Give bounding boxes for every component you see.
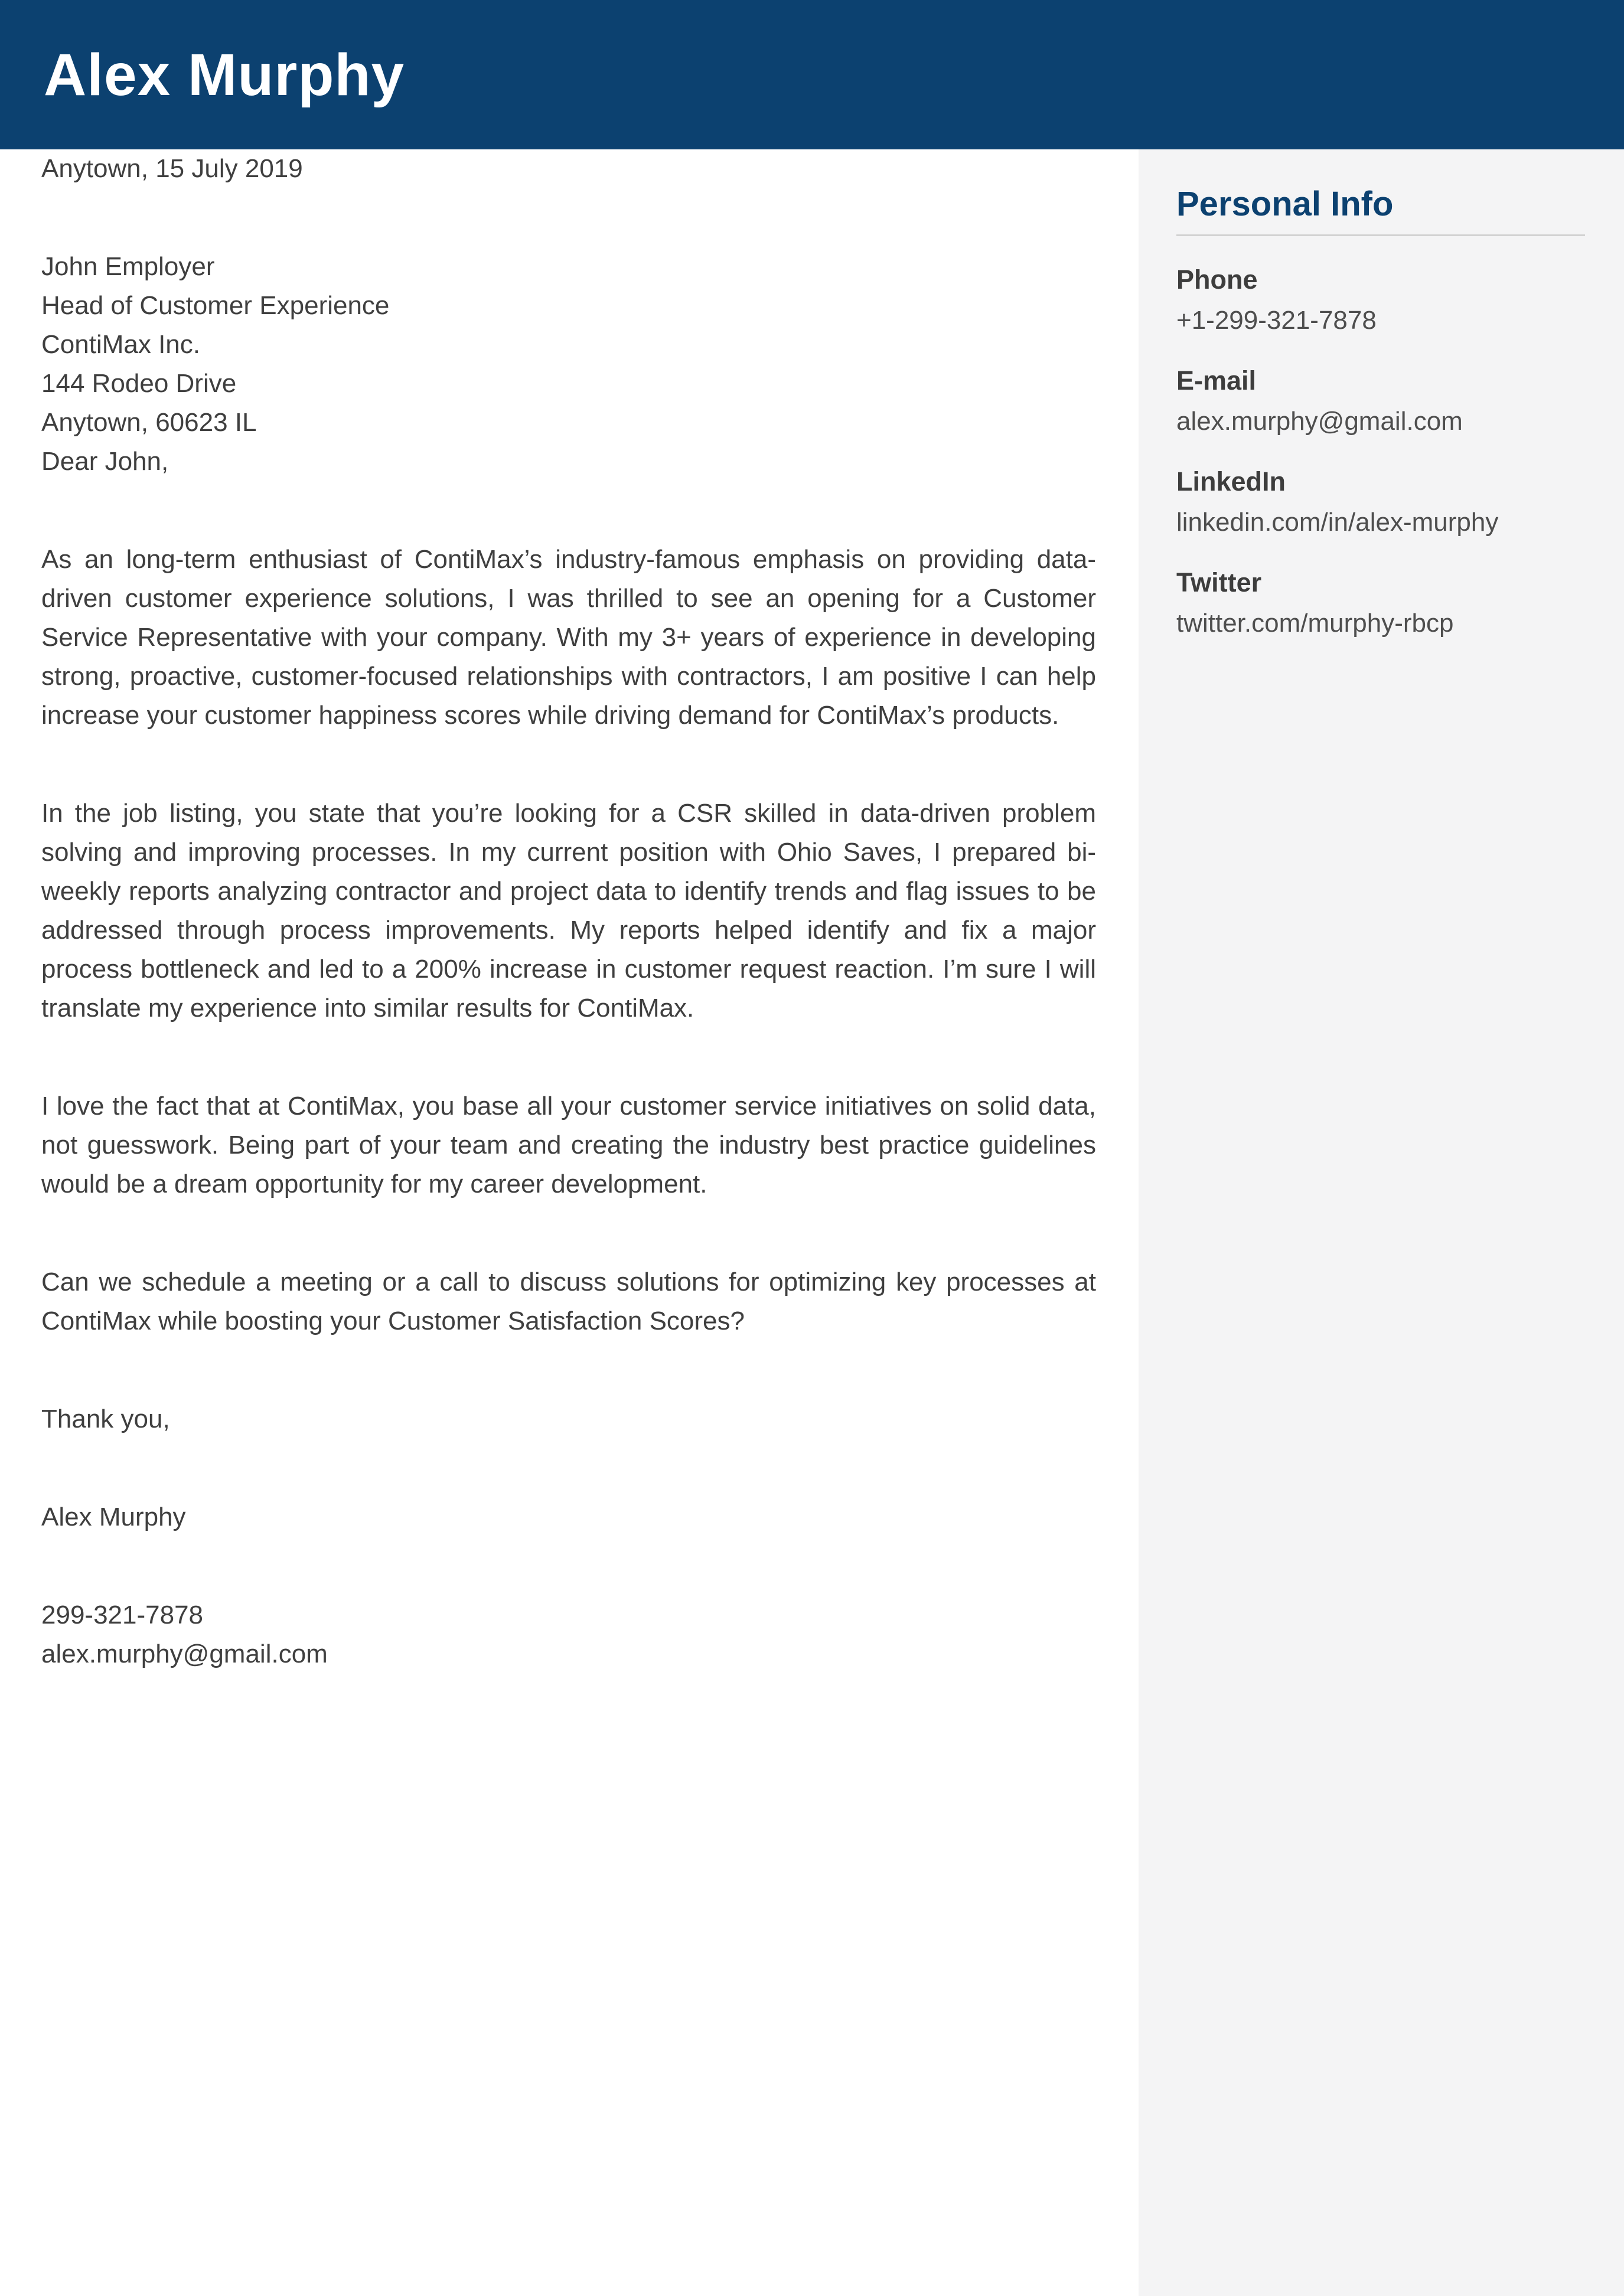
letter-paragraph: I love the fact that at ContiMax, you base all your customer service initiatives on solid data, not guesswork. Being part of your team and creating the industry best practice guidelines would be a dream opportunity for my career development.	[41, 1092, 1096, 1198]
sidebar-item-value: twitter.com/murphy-rbcp	[1176, 608, 1454, 638]
signature-phone: 299-321-7878	[41, 1601, 204, 1629]
sidebar-item-email	[1176, 363, 1585, 438]
sidebar-item-label: Phone	[1176, 264, 1258, 295]
sidebar-item-value: linkedin.com/in/alex-murphy	[1176, 507, 1499, 537]
letter-body	[41, 149, 1096, 1674]
recipient-block	[41, 247, 1096, 442]
recipient-line: 144 Rodeo Drive	[41, 369, 237, 398]
letter-paragraph: As an long-term enthusiast of ContiMax’s industry-famous emphasis on providing data-driven customer experience solutions, I was thrilled to see an opening for a Customer Service Representative with your company. With my 3+ years of experience in developing strong, proactive, customer-focused relationships with contractors, I am positive I can help increase your customer happiness scores while driving demand for ContiMax’s products.	[41, 545, 1096, 730]
letter-paragraph: In the job listing, you state that you’re looking for a CSR skilled in data-driven problem solving and improving processes. In my current position with Ohio Saves, I prepared bi-weekly reports analyzing contractor and project data to identify trends and flag issues to be addressed through process improvements. My reports helped identify and fix a major process bottleneck and led to a 200% increase in customer request reaction. I’m sure I will translate my experience into similar results for ContiMax.	[41, 799, 1096, 1023]
sidebar-item-label: Twitter	[1176, 567, 1262, 597]
signature-contact-block	[41, 1596, 1096, 1674]
recipient-line: ContiMax Inc.	[41, 330, 200, 359]
sidebar-item-label: E-mail	[1176, 365, 1257, 396]
sidebar-item-phone	[1176, 262, 1585, 337]
signature-email: alex.murphy@gmail.com	[41, 1639, 328, 1668]
letter-header	[0, 0, 1624, 149]
signature-name: Alex Murphy	[41, 1503, 186, 1531]
recipient-line: Head of Customer Experience	[41, 291, 390, 320]
salutation: Dear John,	[41, 447, 169, 476]
sidebar-item-twitter	[1176, 565, 1585, 640]
closing: Thank you,	[41, 1405, 170, 1433]
candidate-name: Alex Murphy	[44, 41, 405, 108]
sidebar-item-label: LinkedIn	[1176, 466, 1286, 497]
personal-info-sidebar	[1139, 149, 1624, 2296]
letter-paragraph: Can we schedule a meeting or a call to discuss solutions for optimizing key processes at ContiMax while boosting your Customer Satisfaction Scores?	[41, 1268, 1096, 1335]
sidebar-title: Personal Info	[1176, 185, 1394, 223]
recipient-line: John Employer	[41, 252, 215, 281]
sidebar-divider	[1176, 234, 1585, 236]
sidebar-item-value: alex.murphy@gmail.com	[1176, 406, 1463, 436]
sidebar-item-linkedin	[1176, 464, 1585, 539]
letter-date: Anytown, 15 July 2019	[41, 154, 303, 183]
sidebar-item-value: +1-299-321-7878	[1176, 305, 1377, 335]
recipient-line: Anytown, 60623 IL	[41, 408, 257, 437]
